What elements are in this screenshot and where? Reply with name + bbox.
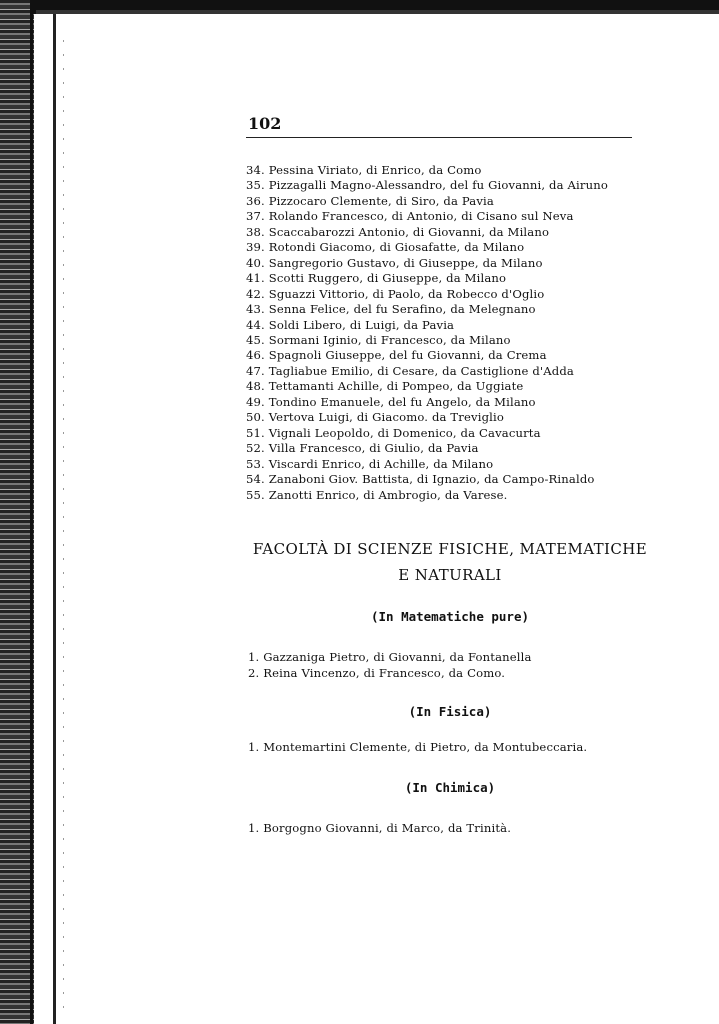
list-item: 43. Senna Felice, del fu Serafino, da Melegnano xyxy=(246,302,536,317)
header-rule xyxy=(246,137,632,138)
list-item: 53. Viscardi Enrico, di Achille, da Milano xyxy=(246,456,494,471)
list-item: 39. Rotondi Giacomo, di Giosafatte, da Milano xyxy=(246,240,525,255)
list-item: 55. Zanotti Enrico, di Ambrogio, da Varese. xyxy=(246,487,508,502)
faculty-heading-line2: E NATURALI xyxy=(398,566,502,584)
list-item: 1. Montemartini Clemente, di Pietro, da Montubeccaria. xyxy=(248,740,588,754)
list-item: 51. Vignali Leopoldo, di Domenico, da Cavacurta xyxy=(246,425,541,440)
scan-noise xyxy=(63,40,64,1020)
section-title-matematiche: (In Matematiche pure) xyxy=(370,609,530,624)
list-item: 54. Zanaboni Giov. Battista, di Ignazio, da Campo-Rinaldo xyxy=(246,472,595,487)
faculty-heading-line1: FACOLTÀ DI SCIENZE FISICHE, MATEMATICHE xyxy=(252,540,648,558)
list-item: 52. Villa Francesco, di Giulio, da Pavia xyxy=(246,441,479,456)
student-list xyxy=(246,163,608,503)
list-item: 49. Tondino Emanuele, del fu Angelo, da Milano xyxy=(246,394,536,409)
list-item: 46. Spagnoli Giuseppe, del fu Giovanni, da Crema xyxy=(246,348,547,363)
page-edge-line xyxy=(53,14,56,1024)
list-item: 42. Sguazzi Vittorio, di Paolo, da Robecco d'Oglio xyxy=(246,286,545,301)
list-item: 44. Soldi Libero, di Luigi, da Pavia xyxy=(246,317,455,332)
list-item: 2. Reina Vincenzo, di Francesco, da Como. xyxy=(248,666,506,680)
list-item: 40. Sangregorio Gustavo, di Giuseppe, da Milano xyxy=(246,255,543,270)
list-item: 45. Sormani Iginio, di Francesco, da Milano xyxy=(246,332,511,347)
section-title-chimica: (In Chimica) xyxy=(404,780,496,795)
list-item: 38. Scaccabarozzi Antonio, di Giovanni, da Milano xyxy=(246,224,550,239)
list-item: 34. Pessina Viriato, di Enrico, da Como xyxy=(246,163,482,177)
list-item: 37. Rolando Francesco, di Antonio, di Cisano sul Neva xyxy=(246,209,574,224)
list-item: 36. Pizzocaro Clemente, di Siro, da Pavia xyxy=(246,193,494,208)
list-item: 50. Vertova Luigi, di Giacomo. da Treviglio xyxy=(246,410,504,425)
section-title-fisica: (In Fisica) xyxy=(408,704,492,719)
scan-top-border-inner xyxy=(36,10,719,14)
list-item: 1. Gazzaniga Pietro, di Giovanni, da Fontanella xyxy=(248,650,532,664)
list-item: 1. Borgogno Giovanni, di Marco, da Trinità. xyxy=(248,821,512,835)
binding-shadow xyxy=(30,0,33,1024)
page-number: 102 xyxy=(248,114,282,133)
list-item: 41. Scotti Ruggero, di Giuseppe, da Milano xyxy=(246,271,507,286)
book-binding-edge xyxy=(0,0,34,1024)
list-item: 35. Pizzagalli Magno-Alessandro, del fu Giovanni, da Airuno xyxy=(246,178,608,193)
list-item: 47. Tagliabue Emilio, di Cesare, da Castiglione d'Adda xyxy=(246,363,574,378)
list-item: 48. Tettamanti Achille, di Pompeo, da Uggiate xyxy=(246,379,524,394)
